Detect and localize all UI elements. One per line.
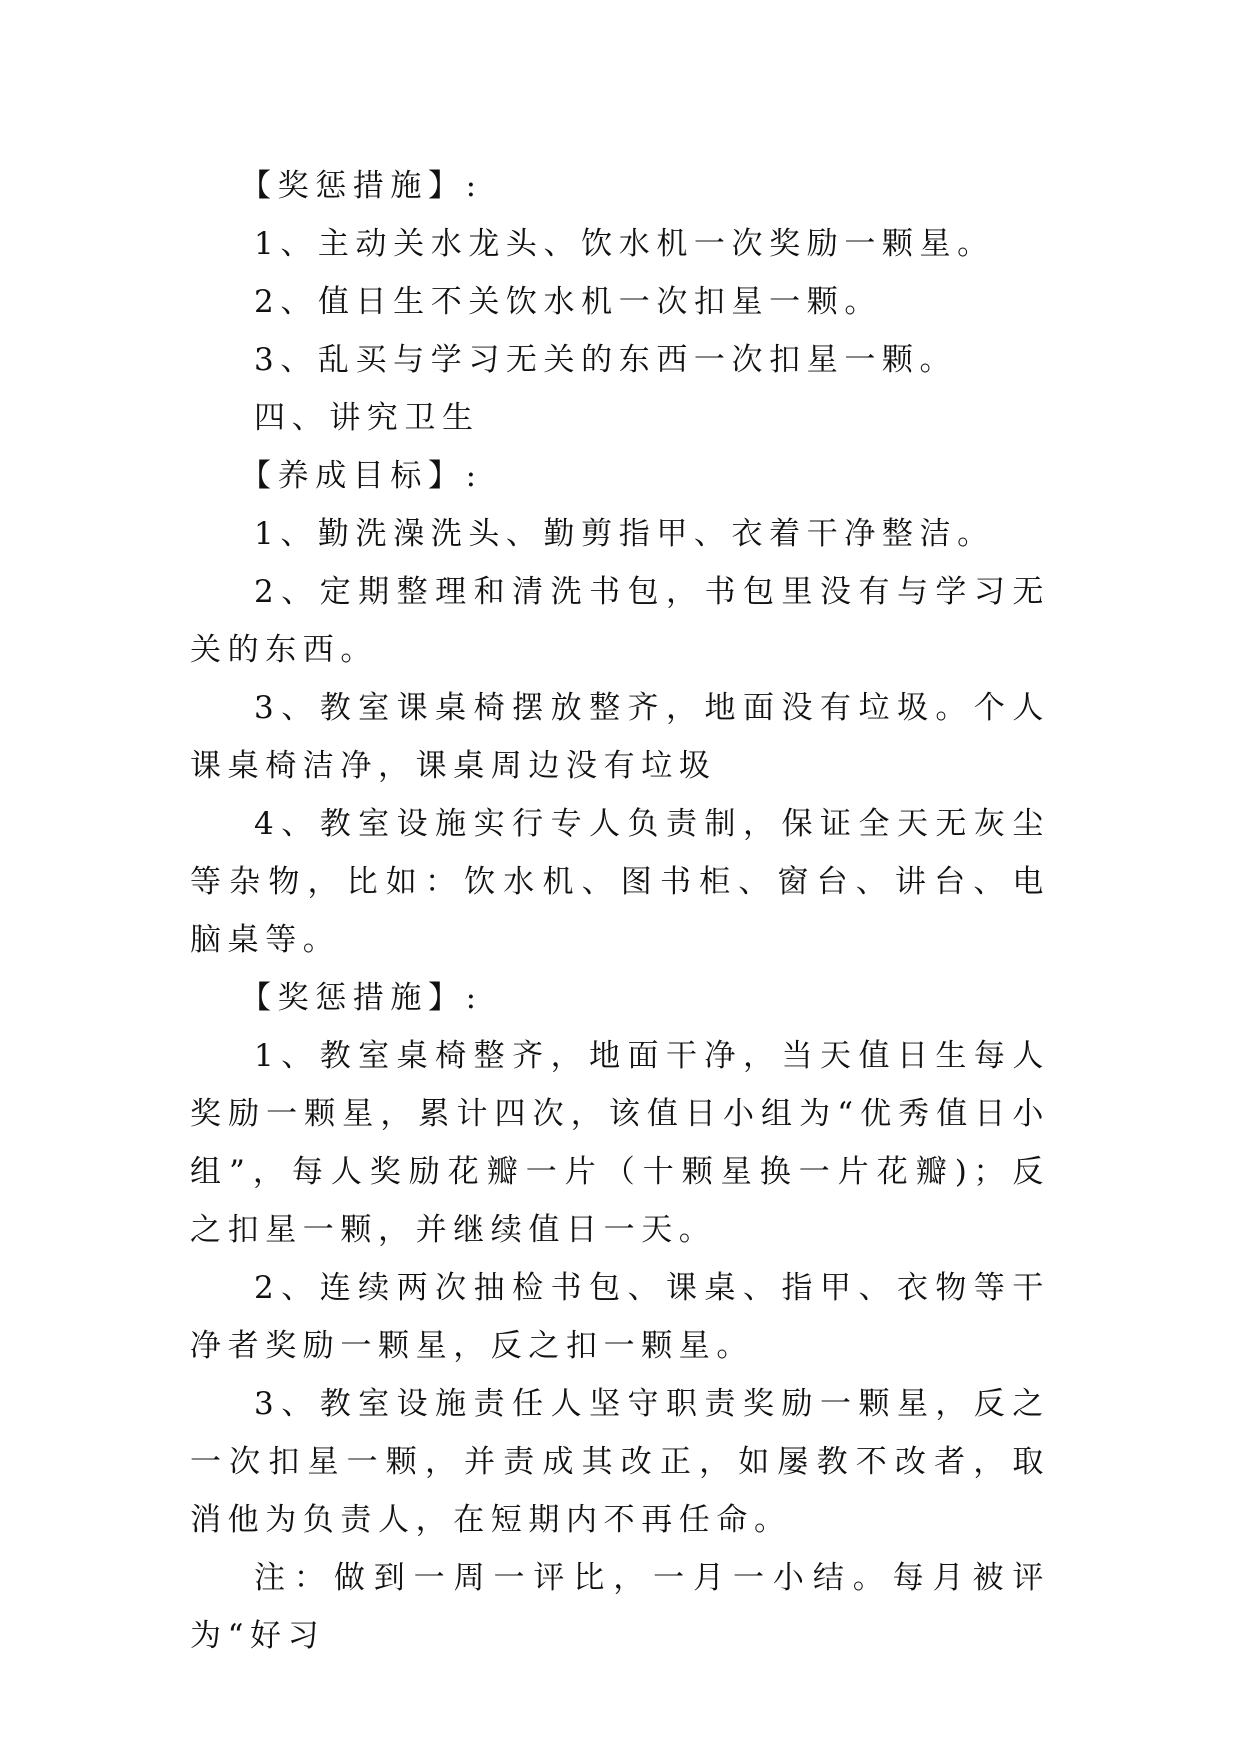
section-heading-rewards-penalties: 【奖惩措施】:: [240, 980, 483, 1016]
paragraph: 4、教室设施实行专人负责制，保证全天无灰尘等杂物，比如：饮水机、图书柜、窗台、讲台、电脑桌等。: [190, 806, 1050, 958]
paragraph: 3、乱买与学习无关的东西一次扣星一颗。: [254, 342, 958, 378]
section-title-hygiene: 四、讲究卫生: [254, 400, 480, 436]
paragraph: 2、值日生不关饮水机一次扣星一颗。: [254, 284, 882, 320]
paragraph: 1、主动关水龙头、饮水机一次奖励一颗星。: [254, 226, 995, 262]
section-heading-goals: 【养成目标】:: [240, 458, 483, 494]
section-heading-rewards-penalties: 【奖惩措施】:: [240, 168, 483, 204]
paragraph: 2、连续两次抽检书包、课桌、指甲、衣物等干净者奖励一颗星，反之扣一颗星。: [190, 1270, 1050, 1364]
document-body: [190, 157, 1050, 1665]
paragraph: 1、勤洗澡洗头、勤剪指甲、衣着干净整洁。: [254, 516, 995, 552]
paragraph: 2、定期整理和清洗书包，书包里没有与学习无关的东西。: [190, 574, 1050, 668]
paragraph: 3、教室设施责任人坚守职责奖励一颗星，反之一次扣星一颗，并责成其改正，如屡教不改者，取消他为负责人，在短期内不再任命。: [190, 1386, 1050, 1538]
paragraph: 1、教室桌椅整齐，地面干净，当天值日生每人奖励一颗星，累计四次，该值日小组为“优秀值日小组”，每人奖励花瓣一片（十颗星换一片花瓣)；反之扣星一颗，并继续值日一天。: [190, 1038, 1050, 1248]
paragraph: 注：做到一周一评比，一月一小结。每月被评为“好习: [190, 1560, 1050, 1654]
paragraph: 3、教室课桌椅摆放整齐，地面没有垃圾。个人课桌椅洁净，课桌周边没有垃圾: [190, 690, 1050, 784]
